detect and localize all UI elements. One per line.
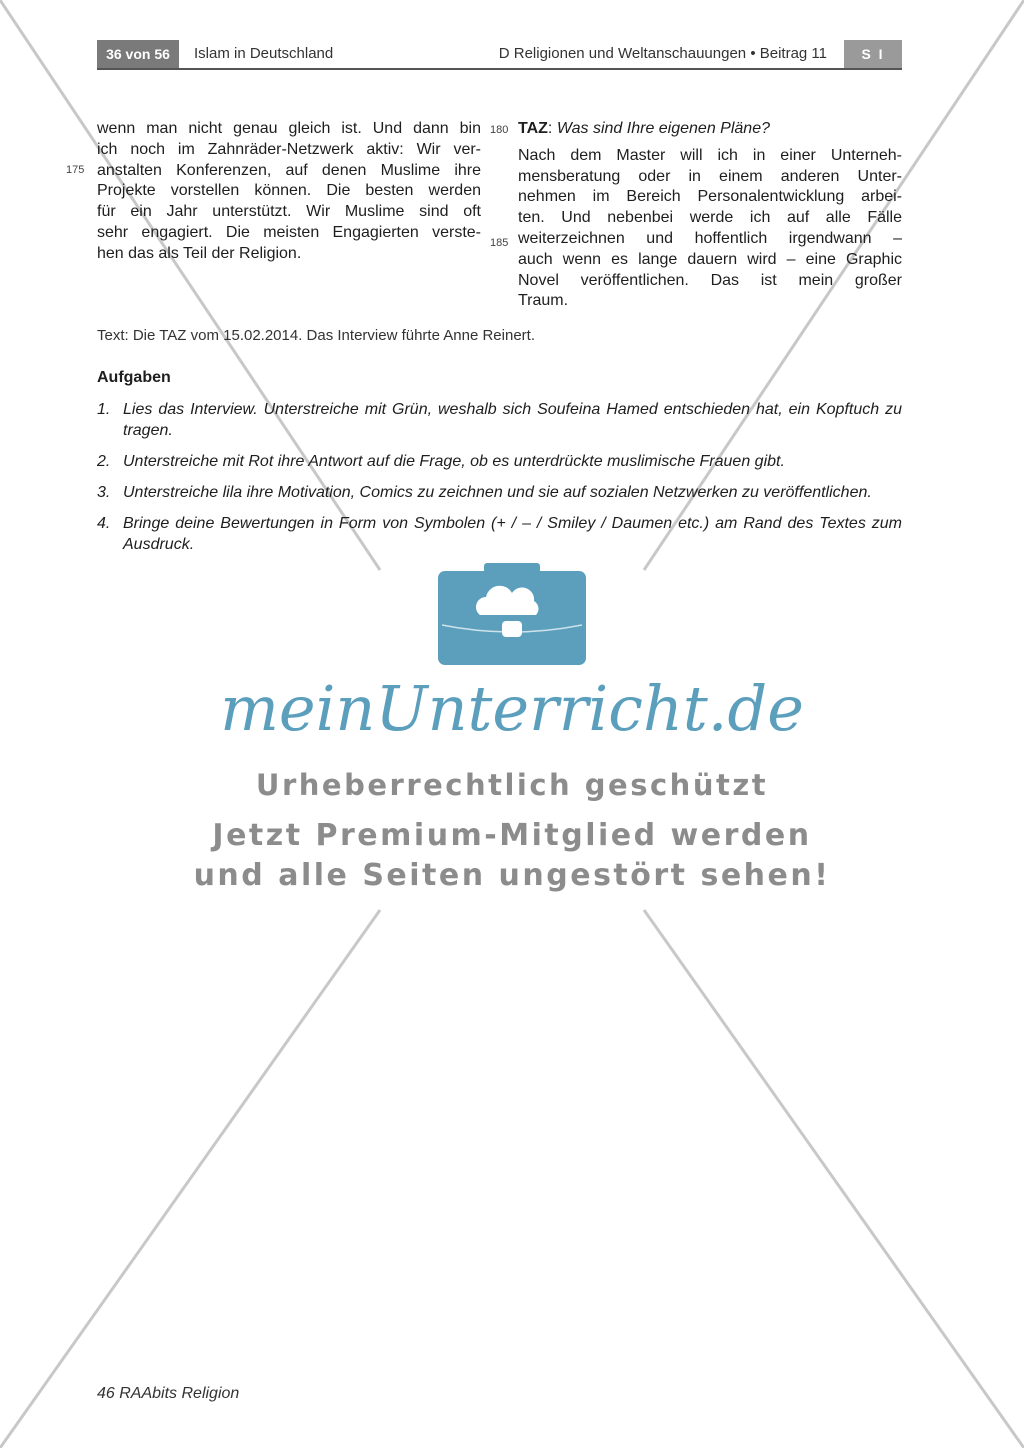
text-line: wenn man nicht genau gleich ist. Und dann bin (97, 120, 481, 137)
interview-left-column (97, 119, 481, 265)
line-number-180: 180 (490, 124, 509, 136)
task-item (97, 451, 902, 472)
tasks-list (97, 399, 902, 565)
text-line: hen das als Teil der Religion. (97, 244, 302, 262)
task-number: 1. (97, 401, 111, 418)
text-line: Traum. (518, 292, 569, 310)
line-number-185: 185 (490, 237, 509, 249)
line-number-175: 175 (66, 164, 85, 176)
text-line: ten. Und nebenbei werde ich auf alle Fälle (518, 209, 902, 227)
task-text: Unterstreiche lila ihre Motivation, Comics zu zeichnen und sie auf sozialen Netzwerken zu veröffentlichen. (123, 484, 872, 501)
tasks-heading: Aufgaben (97, 369, 171, 386)
premium-notice (0, 816, 1024, 896)
text-line: anstalten Konferenzen, auf denen Muslime ihre (97, 161, 481, 179)
header-title: Islam in Deutschland (194, 45, 334, 62)
interview-right-column (518, 119, 902, 312)
task-number: 2. (97, 453, 111, 470)
task-text: Bringe deine Bewertungen in Form von Symbolen (+ / – / Smiley / Daumen etc.) am Rand des Textes zum Ausdruck. (123, 515, 902, 553)
text-line: weiterzeichnen und hoffentlich irgendwann – (518, 229, 902, 247)
brand-wordmark: meinUnterricht.de (220, 672, 804, 745)
page-footer: 46 RAAbits Religion (97, 1385, 240, 1402)
task-text: Unterstreiche mit Rot ihre Antwort auf die Frage, ob es unterdrückte muslimische Frauen gibt. (123, 453, 785, 470)
text-line: ich noch im Zahnräder-Netzwerk aktiv: Wir ver- (97, 140, 481, 158)
header-section: D Religionen und Weltanschauungen • Beitrag 11 (498, 45, 827, 62)
copyright-notice: Urheberrechtlich geschützt (255, 768, 769, 802)
premium-line-2: und alle Seiten ungestört sehen! (193, 858, 831, 893)
briefcase-cloud-icon (438, 563, 586, 665)
task-item (97, 399, 902, 441)
text-line: mensberatung oder in einem anderen Unter- (518, 167, 902, 185)
task-text: Lies das Interview. Unterstreiche mit Grün, weshalb sich Soufeina Hamed entschieden hat, ein Kopftuch zu tragen. (123, 401, 902, 439)
task-item (97, 513, 902, 555)
text-line: für ein Jahr unterstützt. Wir Muslime sind oft (97, 203, 481, 221)
text-line: auch wenn es lange dauern wird – eine Graphic (518, 250, 902, 268)
question-speaker: TAZ (518, 120, 548, 137)
premium-line-1: Jetzt Premium-Mitglied werden (212, 818, 812, 853)
text-line: sehr engagiert. Die meisten Engagierten verste- (97, 223, 481, 241)
source-citation: Text: Die TAZ vom 15.02.2014. Das Interview führte Anne Reinert. (97, 327, 535, 344)
text-line: Nach dem Master will ich in einer Unterneh- (518, 146, 902, 164)
text-line: nehmen im Bereich Personalentwicklung arbei- (518, 188, 902, 206)
task-number: 4. (97, 515, 111, 532)
level-badge: S I (844, 40, 902, 68)
task-item (97, 482, 902, 503)
text-line: Projekte vorstellen können. Die besten werden (97, 182, 481, 200)
page-number-badge: 36 von 56 (97, 40, 179, 68)
task-number: 3. (97, 484, 111, 501)
text-line: Novel veröffentlichen. Das ist mein großer (518, 271, 902, 289)
interview-question: TAZ: Was sind Ihre eigenen Pläne? (518, 120, 770, 137)
question-text: Was sind Ihre eigenen Pläne? (556, 120, 770, 137)
page-header (97, 40, 902, 70)
